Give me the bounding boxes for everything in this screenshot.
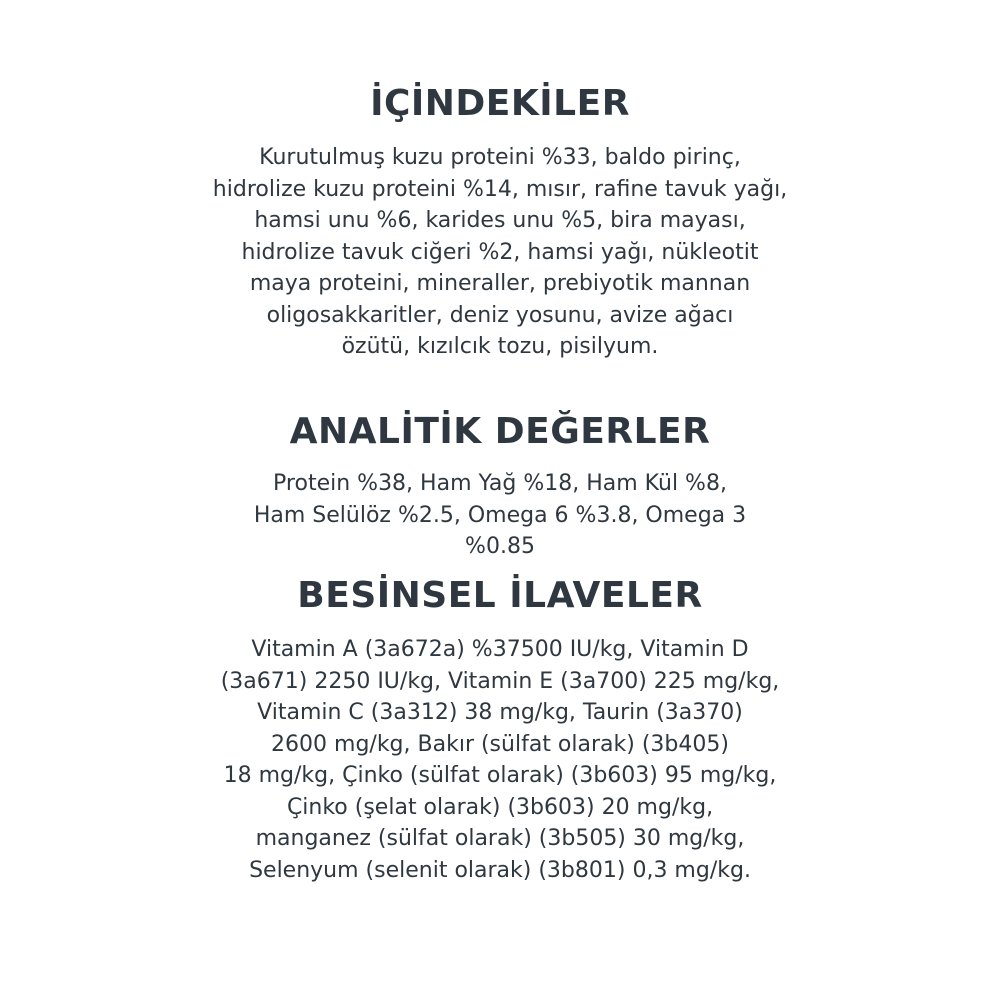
ingredients-line: hidrolize tavuk ciğeri %2, hamsi yağı, nükleotit (241, 239, 759, 265)
additives-line: Vitamin A (3a672a) %37500 IU/kg, Vitamin D (251, 637, 749, 662)
ingredients-heading: İÇİNDEKİLER (370, 83, 630, 124)
additives-line: 18 mg/kg, Çinko (sülfat olarak) (3b603) 95 mg/kg, (223, 763, 777, 788)
additives-text (0, 634, 1000, 886)
ingredients-line: oligosakkaritler, deniz yosunu, avize ağacı (266, 302, 734, 328)
additives-line: Çinko (şelat olarak) (3b603) 20 mg/kg, (286, 794, 714, 820)
analytic-line: %0.85 (465, 534, 535, 559)
ingredients-line: hidrolize kuzu proteini %14, mısır, rafine tavuk yağı, (212, 176, 788, 202)
analytic-section (0, 410, 1000, 563)
ingredients-line: hamsi unu %6, karides unu %5, bira mayası, (254, 208, 746, 233)
ingredients-line: maya proteini, mineraller, prebiyotik mannan (249, 271, 751, 296)
additives-line: Selenyum (selenit olarak) (3b801) 0,3 mg/kg. (249, 857, 751, 883)
ingredients-text (0, 142, 1000, 363)
analytic-line: Protein %38, Ham Yağ %18, Ham Kül %8, (273, 471, 727, 496)
additives-line: (3a671) 2250 IU/kg, Vitamin E (3a700) 225 mg/kg, (220, 668, 780, 694)
analytic-heading: ANALİTİK DEĞERLER (289, 411, 711, 452)
additives-line: Vitamin C (3a312) 38 mg/kg, Taurin (3a370) (257, 700, 743, 725)
additives-section (0, 574, 1000, 886)
additives-line: 2600 mg/kg, Bakır (sülfat olarak) (3b405) (271, 731, 729, 757)
ingredients-line: Kurutulmuş kuzu proteini %33, baldo pirinç, (259, 145, 741, 170)
ingredients-line: özütü, kızılcık tozu, pisilyum. (341, 334, 659, 359)
ingredients-section (0, 82, 1000, 363)
analytic-line: Ham Selülöz %2.5, Omega 6 %3.8, Omega 3 (253, 502, 747, 528)
analytic-text (0, 468, 1000, 563)
additives-heading: BESİNSEL İLAVELER (297, 575, 703, 616)
additives-line: manganez (sülfat olarak) (3b505) 30 mg/kg, (255, 826, 745, 851)
